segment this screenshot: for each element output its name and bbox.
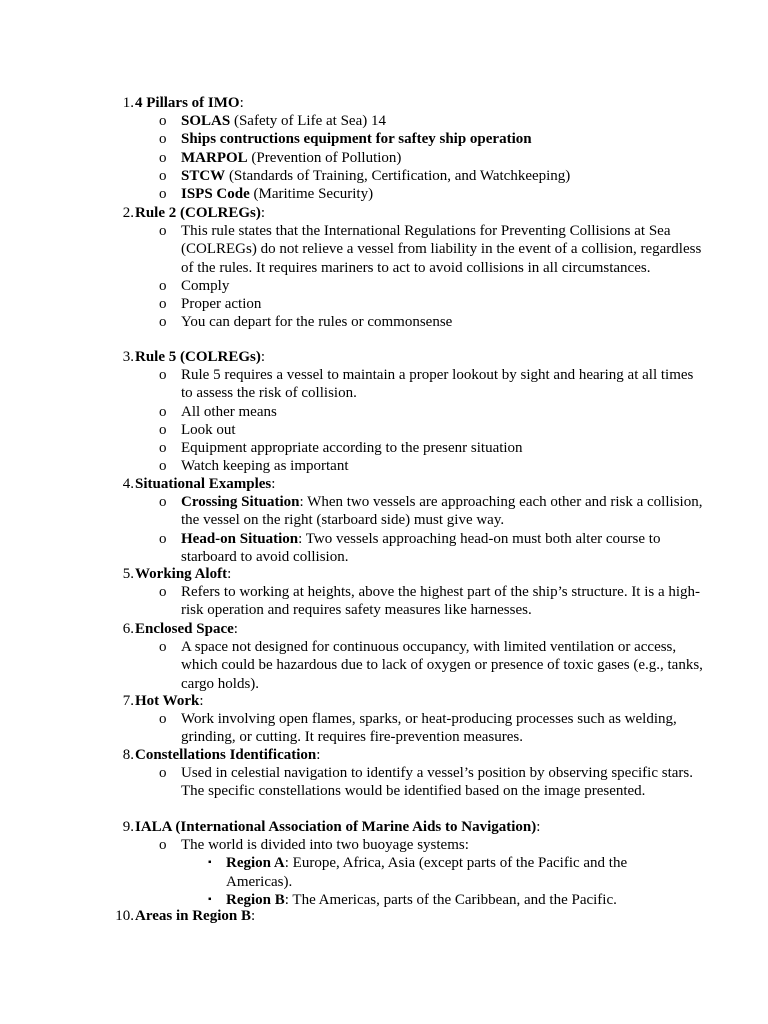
sub-list [104, 710, 704, 746]
sub-item: o Equipment appropriate according to the presenr situation [159, 440, 523, 456]
bullet-o-icon: o [159, 639, 167, 656]
bullet-o-icon: o [159, 711, 167, 728]
item-heading: Rule 2 (COLREGs): [135, 205, 266, 221]
item-number: 10. [115, 908, 134, 924]
bullet-o-icon: o [159, 458, 167, 475]
sub-list [104, 493, 704, 566]
sub-list [104, 764, 704, 800]
bullet-o-icon: o [159, 131, 167, 148]
item-number: 8. [122, 747, 134, 763]
item-number: 6. [122, 621, 134, 637]
bullet-o-icon: o [159, 167, 167, 184]
sub-item: o All other means [159, 403, 277, 420]
bullet-o-icon: o [159, 421, 167, 438]
sub-item: o ISPS Code (Maritime Security) [159, 186, 374, 202]
item-heading: Areas in Region B: [135, 908, 256, 924]
sub-item: o This rule states that the International Regulations for Preventing Collisions at Sea (COLREGs) do not relieve a vessel from liability in the event of a collision, regardless of the rules. It requires mariners to act to avoid collisions in all circumstances. [159, 223, 702, 276]
bullet-o-icon: o [159, 186, 167, 202]
sub-list [104, 638, 704, 693]
sub-item: o Work involving open flames, sparks, or heat-producing processes such as welding, grinding, or cutting. It requires fire-prevention measures. [159, 711, 677, 746]
bullet-o-icon: o [159, 440, 167, 456]
bullet-o-icon: o [159, 837, 167, 854]
bullet-o-icon: o [159, 584, 167, 601]
bullet-o-icon: o [159, 277, 167, 294]
sub-list [104, 222, 704, 331]
bullet-square-icon: ▪ [208, 857, 212, 869]
item-heading: IALA (International Association of Marine Aids to Navigation): [135, 819, 541, 835]
sub-item: o Rule 5 requires a vessel to maintain a proper lookout by sight and hearing at all times to assess the risk of collision. [159, 367, 694, 402]
sub-item: o Refers to working at heights, above the highest part of the ship’s structure. It is a high-risk operation and requires safety measures like harnesses. [159, 584, 701, 619]
sub-item: o SOLAS (Safety of Life at Sea) 14 [159, 113, 386, 130]
sub-list [104, 836, 704, 909]
bullet-o-icon: o [159, 314, 167, 331]
item-number: 2. [122, 205, 134, 221]
sub-item: o Comply [159, 277, 230, 294]
item-number: 1. [122, 95, 134, 111]
sub-sub-list [181, 854, 704, 909]
sub-list [104, 112, 704, 203]
item-heading: Constellations Identification: [135, 747, 321, 763]
sub-item: o MARPOL (Prevention of Pollution) [159, 149, 402, 166]
sub-item: o Proper action [159, 296, 262, 312]
item-number: 5. [122, 566, 134, 582]
bullet-o-icon: o [159, 296, 167, 312]
bullet-o-icon: o [159, 113, 167, 130]
item-number: 4. [122, 476, 134, 492]
sub-item: o Crossing Situation: When two vessels are approaching each other and risk a collision, the vessel on the right (starboard side) must give way. [159, 494, 703, 529]
bullet-o-icon: o [159, 530, 167, 547]
sub-sub-item: ▪ Region B: The Americas, parts of the Caribbean, and the Pacific. [208, 891, 617, 908]
item-heading: Enclosed Space: [135, 621, 238, 637]
sub-item: o Look out [159, 421, 236, 438]
bullet-square-icon: ▪ [208, 893, 212, 905]
sub-item: o Watch keeping as important [159, 458, 349, 475]
bullet-o-icon: o [159, 403, 167, 420]
item-heading: Working Aloft: [135, 566, 232, 582]
bullet-o-icon: o [159, 494, 167, 511]
item-heading: 4 Pillars of IMO: [135, 95, 244, 111]
bullet-o-icon: o [159, 149, 167, 166]
bullet-o-icon: o [159, 223, 167, 240]
sub-sub-item: ▪ Region A: Europe, Africa, Asia (except parts of the Pacific and the Americas). [208, 855, 628, 890]
sub-item: o You can depart for the rules or commonsense [159, 314, 453, 331]
sub-item: o Head-on Situation: Two vessels approaching head-on must both alter course to starboard to avoid collision. [159, 530, 661, 565]
item-number: 3. [122, 349, 134, 365]
sub-item: o Ships contructions equipment for saftey ship operation [159, 131, 532, 148]
sub-item: o STCW (Standards of Training, Certification, and Watchkeeping) [159, 167, 571, 184]
item-number: 7. [122, 693, 134, 709]
item-heading: Situational Examples: [135, 476, 276, 492]
sub-list [104, 583, 704, 619]
item-heading: Hot Work: [135, 693, 204, 709]
item-heading: Rule 5 (COLREGs): [135, 349, 266, 365]
item-number: 9. [122, 819, 134, 835]
bullet-o-icon: o [159, 367, 167, 384]
sub-item: o A space not designed for continuous occupancy, with limited ventilation or access, which could be hazardous due to lack of oxygen or presence of toxic gases (e.g., tanks, cargo holds). [159, 639, 703, 692]
sub-item: o Used in celestial navigation to identify a vessel’s position by observing specific stars. The specific constellations would be identified based on the image presented. [159, 765, 693, 800]
sub-list [104, 366, 704, 475]
sub-item: o The world is divided into two buoyage systems: ▪ Region A: Europe, Africa, Asia (except parts of the Pacific and the Americas). ▪ Region B: The Americas, parts of the Caribbean, and the Pacific. [104, 836, 704, 909]
bullet-o-icon: o [159, 765, 167, 782]
